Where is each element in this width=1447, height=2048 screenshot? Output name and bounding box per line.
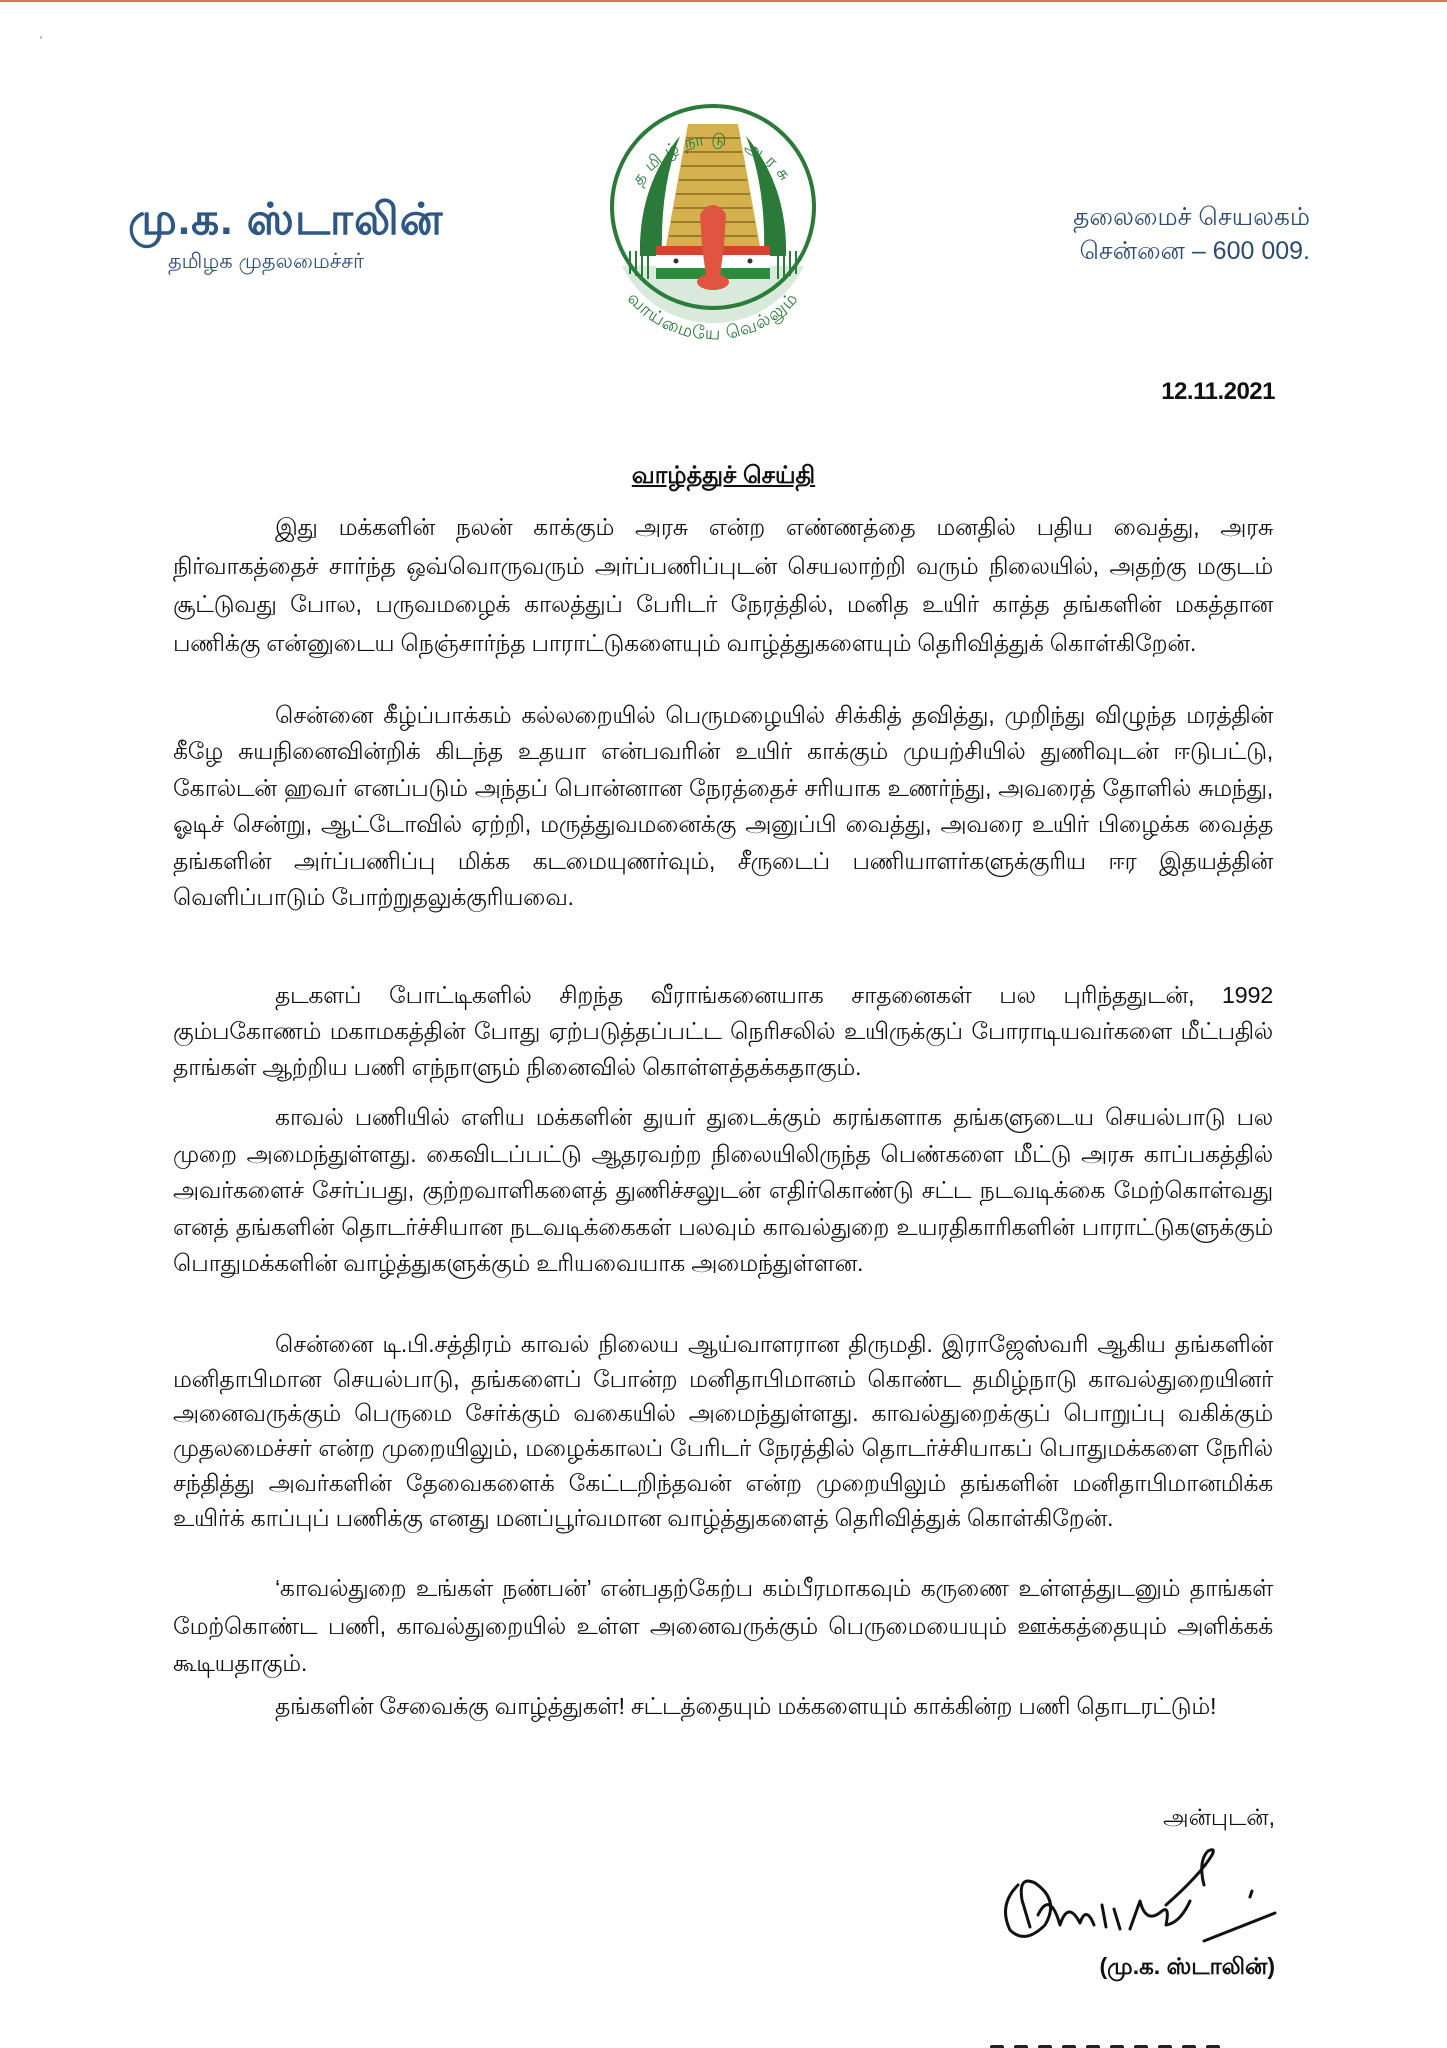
scan-speck — [40, 36, 42, 39]
body-paragraph: காவல் பணியில் எளிய மக்களின் துயர் துடைக்கும் கரங்களாக தங்களுடைய செயல்பாடு பல முறை அமைந்துள்ளது. கைவிடப்பட்டு ஆதரவற்ற நிலையிலிருந்த பெண்களை மீட்டு அரசு காப்பகத்தில் அவர்களைச் சேர்ப்பது, குற்றவாளிகளைத் துணிச்சலுடன் எதிர்கொண்டு சட்ட நடவடிக்கை மேற்கொள்வது எனத் தங்களின் தொடர்ச்சியான நடவடிக்கைகள் பலவும் காவல்துறை உயரதிகாரிகளின் பாராட்டுகளுக்கும் பொதுமக்களின் வாழ்த்துகளுக்கும் உரியவையாக அமைந்துள்ளன. — [173, 1104, 1273, 1277]
closing-salutation: அன்புடன், — [1163, 1804, 1275, 1830]
office-address — [1073, 200, 1310, 268]
office-line-2: சென்னை – 600 009. — [1079, 237, 1310, 265]
letter-date: 12.11.2021 — [1161, 378, 1275, 405]
body-paragraph: தடகளப் போட்டிகளில் சிறந்த வீராங்கனையாக சாதனைகள் பல புரிந்ததுடன், 1992 கும்பகோணம் மகாமகத்தின் போது ஏற்படுத்தப்பட்ட நெரிசலில் உயிருக்குப் போராடியவர்களை மீட்பதில் தாங்கள் ஆற்றிய பணி எந்நாளும் நினைவில் கொள்ளத்தக்கதாகும். — [173, 982, 1273, 1080]
handwritten-signature-icon — [990, 1845, 1280, 1945]
sender-name: மு.க. ஸ்டாலின் — [128, 195, 444, 244]
body-paragraph: இது மக்களின் நலன் காக்கும் அரசு என்ற எண்ணத்தை மனதில் பதிய வைத்து, அரசு நிர்வாகத்தைச் சார்ந்த ஒவ்வொருவரும் அர்ப்பணிப்புடன் செயலாற்றி வரும் நிலையில், அதற்கு மகுடம் சூட்டுவது போல, பருவமழைக் காலத்துப் பேரிடர் நேரத்தில், மனித உயிர் காத்த தங்களின் மகத்தான பணிக்கு என்னுடைய நெஞ்சார்ந்த பாராட்டுகளையும் வாழ்த்துகளையும் தெரிவித்துக் கொள்கிறேன். — [173, 514, 1273, 656]
body-paragraph: சென்னை கீழ்ப்பாக்கம் கல்லறையில் பெருமழையில் சிக்கித் தவித்து, முறிந்து விழுந்த மரத்தின் கீழே சுயநினைவின்றிக் கிடந்த உதயா என்பவரின் உயிர் காக்கும் முயற்சியில் துணிவுடன் ஈடுபட்டு, கோல்டன் ஹவர் எனப்படும் அந்தப் பொன்னான நேரத்தைச் சரியாக உணர்ந்து, அவரைத் தோளில் சுமந்து, ஓடிச் சென்று, ஆட்டோவில் ஏற்றி, மருத்துவமனைக்கு அனுப்பி வைத்து, அவரை உயிர் பிழைக்க வைத்த தங்களின் அர்ப்பணிப்பு மிக்க கடமையுணர்வும், சீருடைப் பணியாளர்களுக்குரிய ஈர இதயத்தின் வெளிப்பாடும் போற்றுதலுக்குரியவை. — [173, 702, 1273, 911]
state-emblem-icon — [600, 96, 826, 354]
body-paragraph: தங்களின் சேவைக்கு வாழ்த்துகள்! சட்டத்தையும் மக்களையும் காக்கின்ற பணி தொடரட்டும்! — [275, 1693, 1217, 1719]
cut-off-text-fragment — [990, 2040, 1270, 2048]
top-border-rule — [0, 0, 1447, 2]
emblem-motto: வாய்மையே வெல்லும் — [623, 287, 803, 345]
sender-designation: தமிழக முதலமைச்சர் — [168, 250, 364, 273]
body-paragraph: ‘காவல்துறை உங்கள் நண்பன்’ என்பதற்கேற்ப கம்பீரமாகவும் கருணை உள்ளத்துடனும் தாங்கள் மேற்கொண்ட பணி, காவல்துறையில் உள்ள அனைவருக்கும் பெருமையையும் ஊக்கத்தையும் அளிக்கக் கூடியதாகும். — [173, 1575, 1273, 1676]
office-line-1: தலைமைச் செயலகம் — [1073, 203, 1310, 231]
signer-name: (மு.க. ஸ்டாலின்) — [1099, 1953, 1275, 1979]
emblem-top-text: தமிழ்நாடு அரசு — [628, 129, 798, 190]
body-paragraph: சென்னை டி.பி.சத்திரம் காவல் நிலைய ஆய்வாளரான திருமதி. இராஜேஸ்வரி ஆகிய தங்களின் மனிதாபிமான செயல்பாடு, தங்களைப் போன்ற மனிதாபிமானம் கொண்ட தமிழ்நாடு காவல்துறையினர் அனைவருக்கும் பெருமை சேர்க்கும் வகையில் அமைந்துள்ளது. காவல்துறைக்குப் பொறுப்பு வகிக்கும் முதலமைச்சர் என்ற முறையிலும், மழைக்காலப் பேரிடர் நேரத்தில் தொடர்ச்சியாகப் பொதுமக்களை நேரில் சந்தித்து அவர்களின் தேவைகளைக் கேட்டறிந்தவன் என்ற முறையிலும் தங்களின் மனிதாபிமானமிக்க உயிர்க் காப்புப் பணிக்கு எனது மனப்பூர்வமான வாழ்த்துகளைத் தெரிவித்துக் கொள்கிறேன். — [173, 1331, 1273, 1531]
letter-title: வாழ்த்துச் செய்தி — [631, 462, 816, 489]
